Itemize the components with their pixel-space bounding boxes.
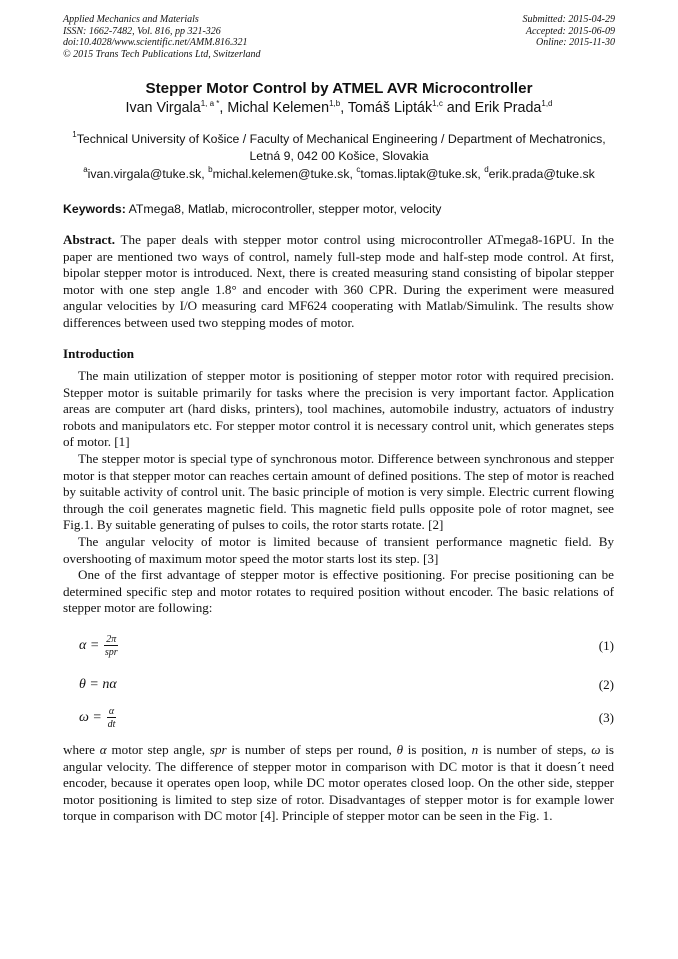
- email-sup: d: [484, 165, 489, 174]
- copyright: © 2015 Trans Tech Publications Ltd, Switzerland: [63, 48, 261, 60]
- affiliation: [63, 131, 615, 164]
- email-list: $^a$ivan.virgala@tuke.sk, $^b$michal.kelemen@tuke.sk, $^c$tomas.liptak@tuke.sk, $^d$erik.prada@tuke.sk: [83, 165, 595, 181]
- online-date: Online: 2015-11-30: [536, 37, 615, 49]
- publication-dates: [523, 14, 616, 49]
- equation-3: [63, 703, 614, 733]
- keywords-text: ATmega8, Matlab, microcontroller, stepper motor, velocity: [125, 202, 442, 216]
- math-variable: α: [99, 742, 107, 757]
- introduction-body: [63, 368, 614, 617]
- math-variable: spr: [209, 742, 227, 757]
- paragraph: The main utilization of stepper motor is positioning of stepper motor rotor with required precision. Stepper motor is suitable primarily for tasks where the precision is very important factor. Application areas are computer art (hard disks, printers), tool machines, automobile industry, actuators of industry robots and manipulators etc. For stepper motor control it is necessary control unit, which generates steps of motor. [1]: [63, 368, 614, 450]
- equation-lhs: ω =: [79, 710, 102, 725]
- author-list: Ivan Virgala$^{1, a *}$, Michal Kelemen$^{1,b}$, Tomáš Lipták$^{1,c}$ and Erik Prada$^{1,d}$: [125, 99, 553, 116]
- author-affiliation-sup: 1,b: [329, 99, 341, 108]
- author-affiliation-sup: 1, a *: [200, 99, 220, 108]
- affiliation-line-1: Technical University of Košice / Faculty of Mechanical Engineering / Department of Mechatronics,: [76, 132, 606, 146]
- equation-fraction: [104, 634, 118, 658]
- equation-lhs: θ = nα: [79, 677, 117, 692]
- fraction-numerator: α: [108, 706, 115, 717]
- fraction-denominator: dt: [107, 719, 116, 730]
- section-heading-introduction: Introduction: [63, 346, 135, 361]
- equation-explanation: [63, 742, 614, 825]
- math-variable: θ: [396, 742, 403, 757]
- equation-number: (1): [598, 638, 614, 653]
- math-variable: ω: [591, 742, 601, 757]
- issn: ISSN: 1662-7482, Vol. 816, pp 321-326: [63, 25, 221, 37]
- equation-number: (3): [598, 710, 614, 725]
- paper-title: Stepper Motor Control by ATMEL AVR Microcontroller: [145, 80, 533, 97]
- keywords: [63, 202, 441, 216]
- author-affiliation-sup: 1,c: [432, 99, 443, 108]
- paragraph: One of the first advantage of stepper motor is effective positioning. For precise positioning can be determined specific step and motor rotates to required position without encoder. The basic relations of stepper motor are following:: [63, 567, 614, 616]
- author-name: Tomáš Lipták: [347, 100, 433, 116]
- journal-name: Applied Mechanics and Materials: [63, 14, 199, 25]
- fraction-denominator: spr: [104, 647, 118, 658]
- journal-info: [63, 14, 261, 60]
- author-name: Ivan Virgala: [125, 100, 201, 116]
- email-sup: c: [356, 165, 361, 174]
- keywords-label: Keywords:: [63, 202, 126, 216]
- email-address[interactable]: tomas.liptak@tuke.sk: [360, 167, 478, 181]
- author-name: Erik Prada: [474, 100, 542, 116]
- abstract-label: Abstract.: [63, 232, 115, 247]
- equation-number: (2): [598, 677, 614, 692]
- doi: doi:10.4028/www.scientific.net/AMM.816.321: [63, 37, 248, 49]
- email-address[interactable]: erik.prada@tuke.sk: [488, 167, 595, 181]
- equation-fraction: [107, 706, 116, 730]
- paragraph: where α motor step angle, spr is number of steps per round, θ is position, n is number of steps, ω is angular velocity. The difference of stepper motor in comparison with DC motor is that it doesn´t need encoder, because it operates open loop, while DC motor operates closed loop. On the other side, stepper motor positioning is limited to step size of rotor. Disadvantages of stepper motor is for example lower torque in comparison with DC motor [4]. Principle of stepper motor can be seen in the Fig. 1.: [63, 742, 615, 824]
- equation-1: [63, 631, 614, 661]
- email-sup: b: [208, 165, 213, 174]
- email-address[interactable]: michal.kelemen@tuke.sk: [212, 167, 350, 181]
- abstract-text: The paper deals with stepper motor control using microcontroller ATmega8-16PU. In the paper are mentioned two ways of control, namely full-step mode and half-step mode control. At first, bipolar stepper motor is introduced. Next, there is created measuring stand consisting of bipolar stepper motor with one step angle 1.8° and encoder with 360 CPR. During the experiment were measured angular velocities by I/O measuring card MF624 cooperating with Matlab/Simulink. The results show differences between used two stepping modes of motor.: [63, 232, 614, 330]
- abstract: [63, 232, 614, 332]
- math-variable: n: [471, 742, 479, 757]
- equation-2: [63, 670, 614, 700]
- email-sup: a: [83, 165, 88, 174]
- paragraph: The angular velocity of motor is limited because of transient performance magnetic field. By overshooting of maximum motor speed the motor starts lost its step. [3]: [63, 533, 614, 566]
- author-affiliation-sup: 1,d: [541, 99, 553, 108]
- email-address[interactable]: ivan.virgala@tuke.sk: [87, 167, 202, 181]
- equation-lhs: α =: [79, 638, 100, 653]
- author-name: Michal Kelemen: [227, 100, 330, 116]
- accepted-date: Accepted: 2015-06-09: [525, 25, 615, 37]
- paragraph: The stepper motor is special type of synchronous motor. Difference between synchronous and stepper motor is that stepper motor can reaches certain amount of defined positions. The step of motor is reached by suitable activity of control unit. The basic principle of motion is very simple. Electric current flowing through the coil generates magnetic field. This magnetic field pulls opposite pole of rotor magnet, see Fig.1. By suitable generating of pulses to coils, the rotor starts rotate. [2]: [63, 450, 614, 533]
- affiliation-sup: 1: [72, 130, 77, 139]
- fraction-numerator: 2π: [106, 634, 117, 645]
- submitted-date: Submitted: 2015-04-29: [522, 14, 615, 25]
- affiliation-line-2: Letná 9, 042 00 Košice, Slovakia: [249, 148, 429, 163]
